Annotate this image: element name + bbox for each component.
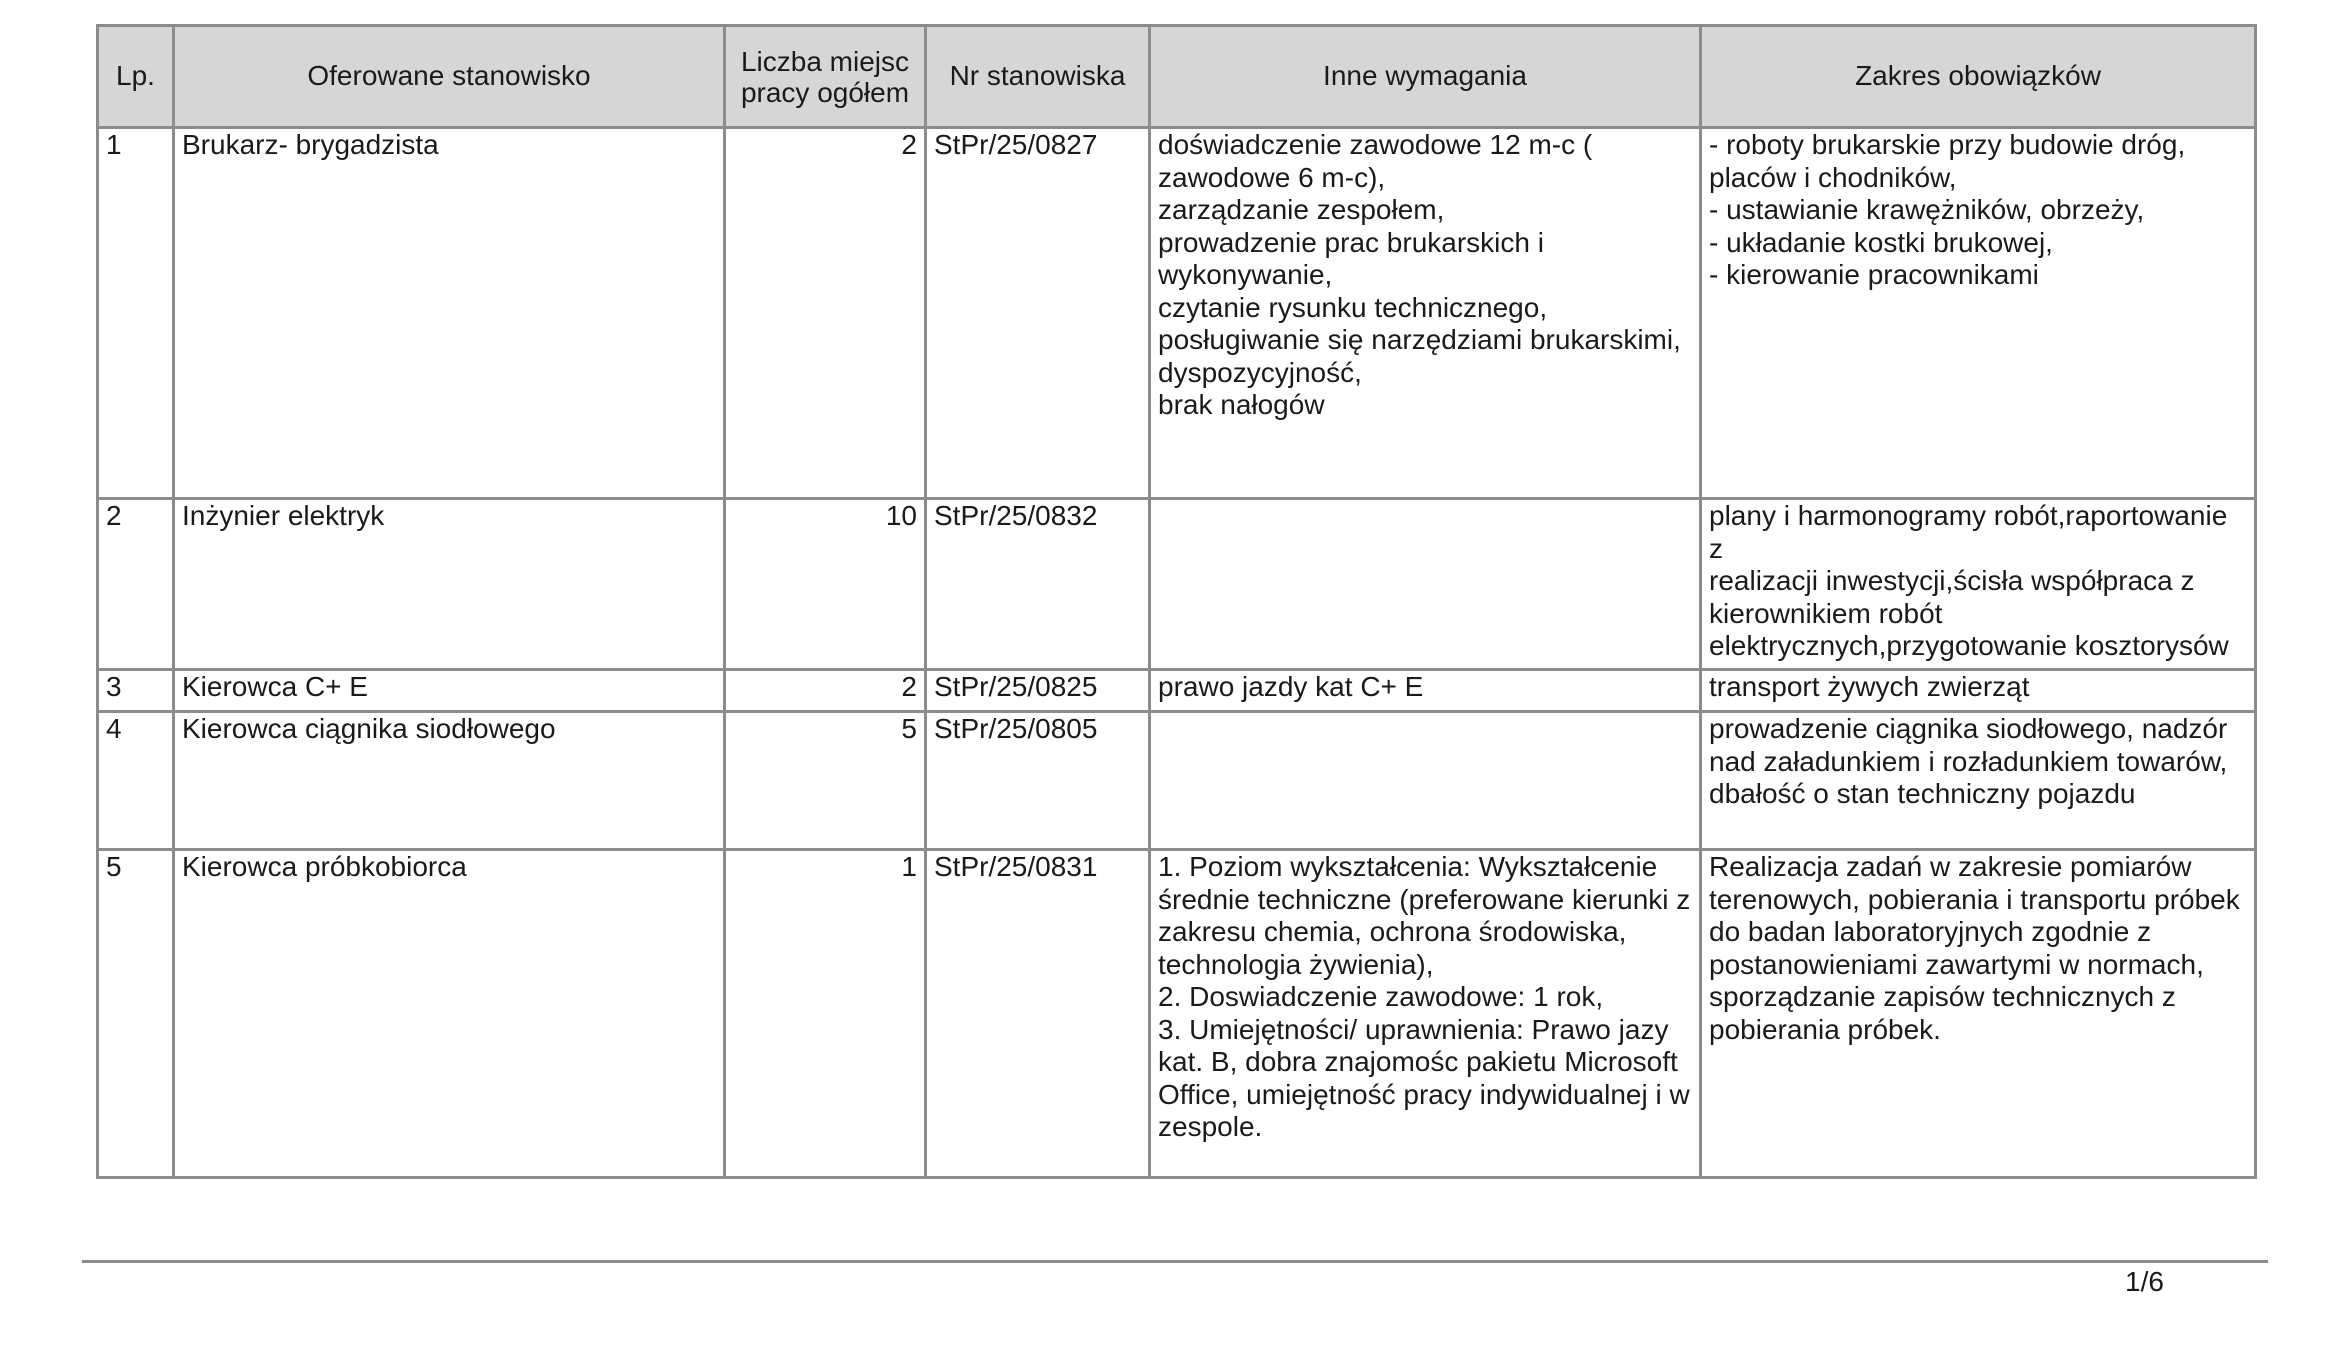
cell-position: Kierowca C+ E xyxy=(174,670,725,712)
cell-requirements xyxy=(1150,499,1701,670)
table-row xyxy=(98,499,2256,670)
cell-code: StPr/25/0827 xyxy=(926,128,1150,499)
cell-count: 2 xyxy=(725,670,926,712)
cell-position: Inżynier elektryk xyxy=(174,499,725,670)
cell-lp: 2 xyxy=(98,499,174,670)
cell-duties: - roboty brukarskie przy budowie dróg, placów i chodników, - ustawianie krawężników, obrzeży, - układanie kostki brukowej, - kierowanie pracownikami xyxy=(1701,128,2256,499)
cell-count: 5 xyxy=(725,712,926,850)
cell-position: Kierowca ciągnika siodłowego xyxy=(174,712,725,850)
header-requirements: Inne wymagania xyxy=(1150,26,1701,128)
cell-requirements: prawo jazdy kat C+ E xyxy=(1150,670,1701,712)
header-count: Liczba miejsc pracy ogółem xyxy=(725,26,926,128)
cell-lp: 1 xyxy=(98,128,174,499)
cell-duties: prowadzenie ciągnika siodłowego, nadzór nad załadunkiem i rozładunkiem towarów, dbałość o stan techniczny pojazdu xyxy=(1701,712,2256,850)
footer-divider xyxy=(82,1260,2268,1263)
cell-code: StPr/25/0832 xyxy=(926,499,1150,670)
page-number: 1/6 xyxy=(2125,1266,2164,1297)
cell-requirements xyxy=(1150,712,1701,850)
cell-count: 10 xyxy=(725,499,926,670)
cell-lp: 5 xyxy=(98,850,174,1178)
table-row xyxy=(98,128,2256,499)
header-position: Oferowane stanowisko xyxy=(174,26,725,128)
cell-lp: 3 xyxy=(98,670,174,712)
table-row xyxy=(98,670,2256,712)
cell-code: StPr/25/0805 xyxy=(926,712,1150,850)
cell-requirements: 1. Poziom wykształcenia: Wykształcenie średnie techniczne (preferowane kierunki z zakresu chemia, ochrona środowiska, technologia żywienia), 2. Doswiadczenie zawodowe: 1 rok, 3. Umiejętności/ uprawnienia: Prawo jazy kat. B, dobra znajomośc pakietu Microsoft Office, umiejętność pracy indywidualnej i w zespole. xyxy=(1150,850,1701,1178)
cell-duties: transport żywych zwierząt xyxy=(1701,670,2256,712)
table-row xyxy=(98,850,2256,1178)
header-code: Nr stanowiska xyxy=(926,26,1150,128)
cell-count: 1 xyxy=(725,850,926,1178)
cell-duties: Realizacja zadań w zakresie pomiarów terenowych, pobierania i transportu próbek do badan laboratoryjnych zgodnie z postanowieniami zawartymi w normach, sporządzanie zapisów technicznych z pobierania próbek. xyxy=(1701,850,2256,1178)
cell-requirements: doświadczenie zawodowe 12 m-c ( zawodowe 6 m-c), zarządzanie zespołem, prowadzenie prac brukarskich i wykonywanie, czytanie rysunku technicznego, posługiwanie się narzędziami brukarskimi, dyspozycyjność, brak nałogów xyxy=(1150,128,1701,499)
job-offers-table xyxy=(96,24,2257,1179)
cell-position: Brukarz- brygadzista xyxy=(174,128,725,499)
cell-code: StPr/25/0831 xyxy=(926,850,1150,1178)
table-header-row xyxy=(98,26,2256,128)
cell-lp: 4 xyxy=(98,712,174,850)
cell-duties: plany i harmonogramy robót,raportowanie z realizacji inwestycji,ścisła współpraca z kierownikiem robót elektrycznych,przygotowanie kosztorysów xyxy=(1701,499,2256,670)
cell-code: StPr/25/0825 xyxy=(926,670,1150,712)
table-row xyxy=(98,712,2256,850)
header-duties: Zakres obowiązków xyxy=(1701,26,2256,128)
cell-count: 2 xyxy=(725,128,926,499)
cell-position: Kierowca próbkobiorca xyxy=(174,850,725,1178)
header-lp: Lp. xyxy=(98,26,174,128)
